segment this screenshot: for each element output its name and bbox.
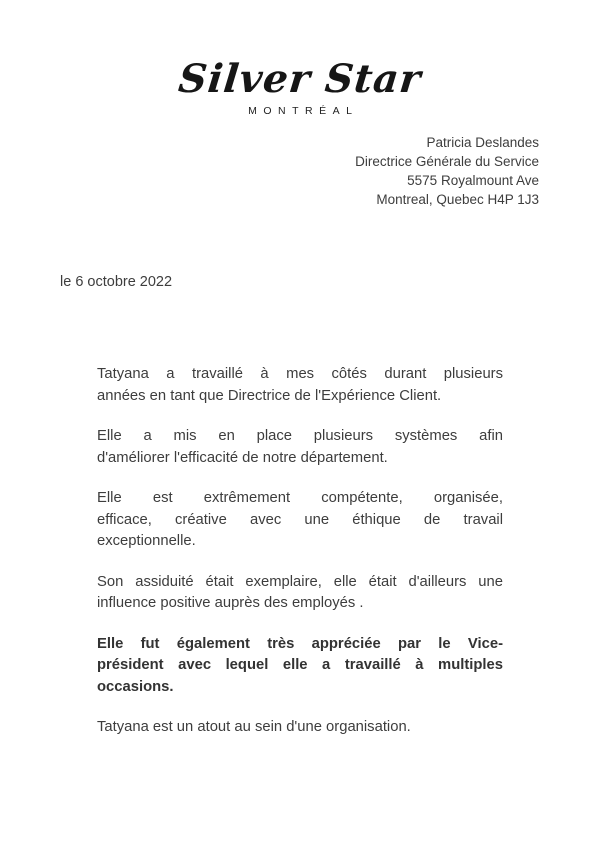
paragraph-2 bbox=[97, 426, 503, 469]
paragraph-line: Elle fut également très appréciée par le Vice- bbox=[97, 635, 503, 652]
paragraph-line: d'améliorer l'efficacité de notre département. bbox=[97, 449, 388, 466]
sender-street-address: 5575 Royalmount Ave bbox=[407, 173, 539, 188]
paragraph-line: Tatyana a travaillé à mes côtés durant plusieurs bbox=[97, 366, 503, 382]
letter-body bbox=[97, 364, 503, 758]
paragraph-3 bbox=[97, 488, 503, 553]
paragraph-line: occasions. bbox=[97, 678, 174, 695]
paragraph-line: président avec lequel elle a travaillé à multiples bbox=[97, 657, 503, 673]
paragraph-6 bbox=[97, 717, 503, 739]
paragraph-line: Elle a mis en place plusieurs systèmes afin bbox=[97, 428, 503, 444]
paragraph-5 bbox=[97, 634, 503, 699]
paragraph-line: efficace, créative avec une éthique de travail bbox=[97, 511, 503, 528]
paragraph-4 bbox=[97, 572, 503, 615]
paragraph-1 bbox=[97, 364, 503, 407]
paragraph-line: influence positive auprès des employés . bbox=[97, 595, 364, 611]
company-logo bbox=[0, 58, 600, 117]
sender-name: Patricia Deslandes bbox=[426, 135, 539, 150]
sender-job-title: Directrice Générale du Service bbox=[355, 154, 539, 169]
sender-city-address: Montreal, Quebec H4P 1J3 bbox=[376, 192, 539, 207]
paragraph-line: Elle est extrêmement compétente, organisée, bbox=[97, 490, 503, 506]
paragraph-line: Tatyana est un atout au sein d'une organisation. bbox=[97, 719, 411, 735]
paragraph-line: Son assiduité était exemplaire, elle était d'ailleurs une bbox=[97, 573, 503, 590]
logo-brand-text: Silver Star bbox=[176, 56, 424, 102]
sender-block bbox=[355, 133, 539, 209]
logo-city-text: MONTRÉAL bbox=[248, 105, 359, 117]
paragraph-line: exceptionnelle. bbox=[97, 533, 196, 549]
paragraph-line: années en tant que Directrice de l'Expérience Client. bbox=[97, 387, 442, 404]
letter-date: le 6 octobre 2022 bbox=[60, 274, 173, 290]
